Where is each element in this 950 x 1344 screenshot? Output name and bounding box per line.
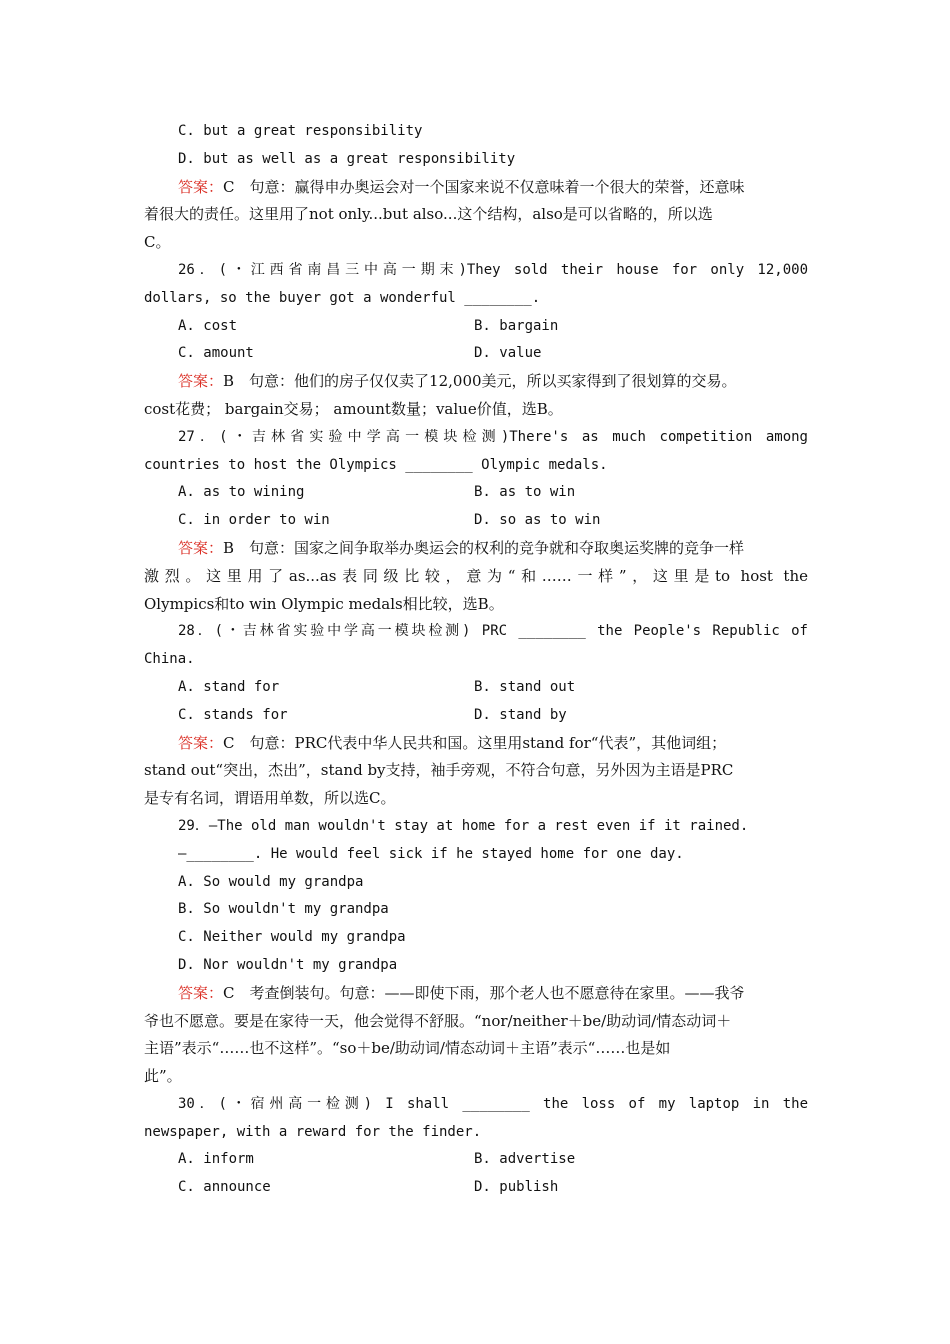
answer-26-line2: cost花费； bargain交易； amount数量；value价值，选B。 xyxy=(144,399,563,418)
answer-28-line3: 是专有名词，谓语用单数，所以选C。 xyxy=(144,789,396,808)
q29-option-a: A. So would my grandpa xyxy=(178,873,364,890)
question-26-line2: dollars, so the buyer got a wonderful ________. xyxy=(144,289,541,306)
question-30-line1: 30．(・宿州高一检测) I shall ________ the loss of my laptop in the xyxy=(178,1095,808,1112)
answer-29-line3: 主语”表示“……也不这样”。“so＋be/助动词/情态动词＋主语”表示“……也是如 xyxy=(144,1039,671,1058)
q27-options-ab: A. as to wining B. as to win xyxy=(178,484,576,501)
q26-options-ab: A. cost B. bargain xyxy=(178,317,559,334)
q30-options-ab: A. inform B. advertise xyxy=(178,1151,576,1168)
answer-27-line1: 答案：B 句意：国家之间争取举办奥运会的权利的竞争就和夺取奥运奖牌的竞争一样 xyxy=(178,538,745,557)
answer-29-line1: 答案：C 考查倒装句。句意：——即使下雨，那个老人也不愿意待在家里。——我爷 xyxy=(178,983,745,1002)
answer-29-line2: 爷也不愿意。要是在家待一天，他会觉得不舒服。“nor/neither＋be/助动词/情态动词＋ xyxy=(144,1011,732,1030)
answer-28-line2: stand out“突出，杰出”，stand by支持，袖手旁观，不符合句意，另外因为主语是PRC xyxy=(144,761,734,780)
question-28-line2: China. xyxy=(144,651,195,668)
answer-27-line3: Olympics和to win Olympic medals相比较，选B。 xyxy=(144,594,504,613)
document-page xyxy=(144,118,808,1202)
answer-25-line2: 着很大的责任。这里用了not only...but also...这个结构，also是可以省略的，所以选 xyxy=(144,205,713,224)
question-28-line1: 28．(・吉林省实验中学高一模块检测) PRC ________ the People's Republic of xyxy=(178,623,808,640)
option-d-prev: D. but as well as a great responsibility xyxy=(178,150,516,167)
q29-option-b: B. So wouldn't my grandpa xyxy=(178,901,389,918)
answer-28-line1: 答案：C 句意：PRC代表中华人民共和国。这里用stand for“代表”，其他词组； xyxy=(178,733,727,752)
q28-options-cd: C. stands for D. stand by xyxy=(178,706,567,723)
option-c-prev: C. but a great responsibility xyxy=(178,123,423,139)
question-29-line2: —________. He would feel sick if he stayed home for one day. xyxy=(178,845,684,862)
q29-option-c: C. Neither would my grandpa xyxy=(178,929,406,946)
question-27-line1: 27．(・吉林省实验中学高一模块检测)There's as much competition among xyxy=(178,428,808,445)
answer-25-line3: C。 xyxy=(144,233,171,252)
answer-27-line2: 激烈。这里用了as...as表同级比较，意为“和……一样”，这里是to host the xyxy=(144,566,808,585)
q29-option-d: D. Nor wouldn't my grandpa xyxy=(178,956,398,973)
answer-25-line1: 答案：C 句意：赢得申办奥运会对一个国家来说不仅意味着一个很大的荣誉，还意味 xyxy=(178,177,745,196)
answer-label: 答案： xyxy=(178,177,224,196)
answer-29-line4: 此”。 xyxy=(144,1067,182,1086)
question-26-line1: 26．(・江西省南昌三中高一期末)They sold their house for only 12,000 xyxy=(178,261,808,278)
q27-options-cd: C. in order to win D. so as to win xyxy=(178,512,601,529)
question-27-line2: countries to host the Olympics ________ Olympic medals. xyxy=(144,456,608,473)
q30-options-cd: C. announce D. publish xyxy=(178,1179,559,1196)
q28-options-ab: A. stand for B. stand out xyxy=(178,678,576,695)
question-29-line1: 29．—The old man wouldn't stay at home for a rest even if it rained. xyxy=(178,817,749,834)
q26-options-cd: C. amount D. value xyxy=(178,345,542,362)
answer-26-line1: 答案：B 句意：他们的房子仅仅卖了12,000美元，所以买家得到了很划算的交易。 xyxy=(178,372,737,391)
question-30-line2: newspaper, with a reward for the finder. xyxy=(144,1123,482,1140)
